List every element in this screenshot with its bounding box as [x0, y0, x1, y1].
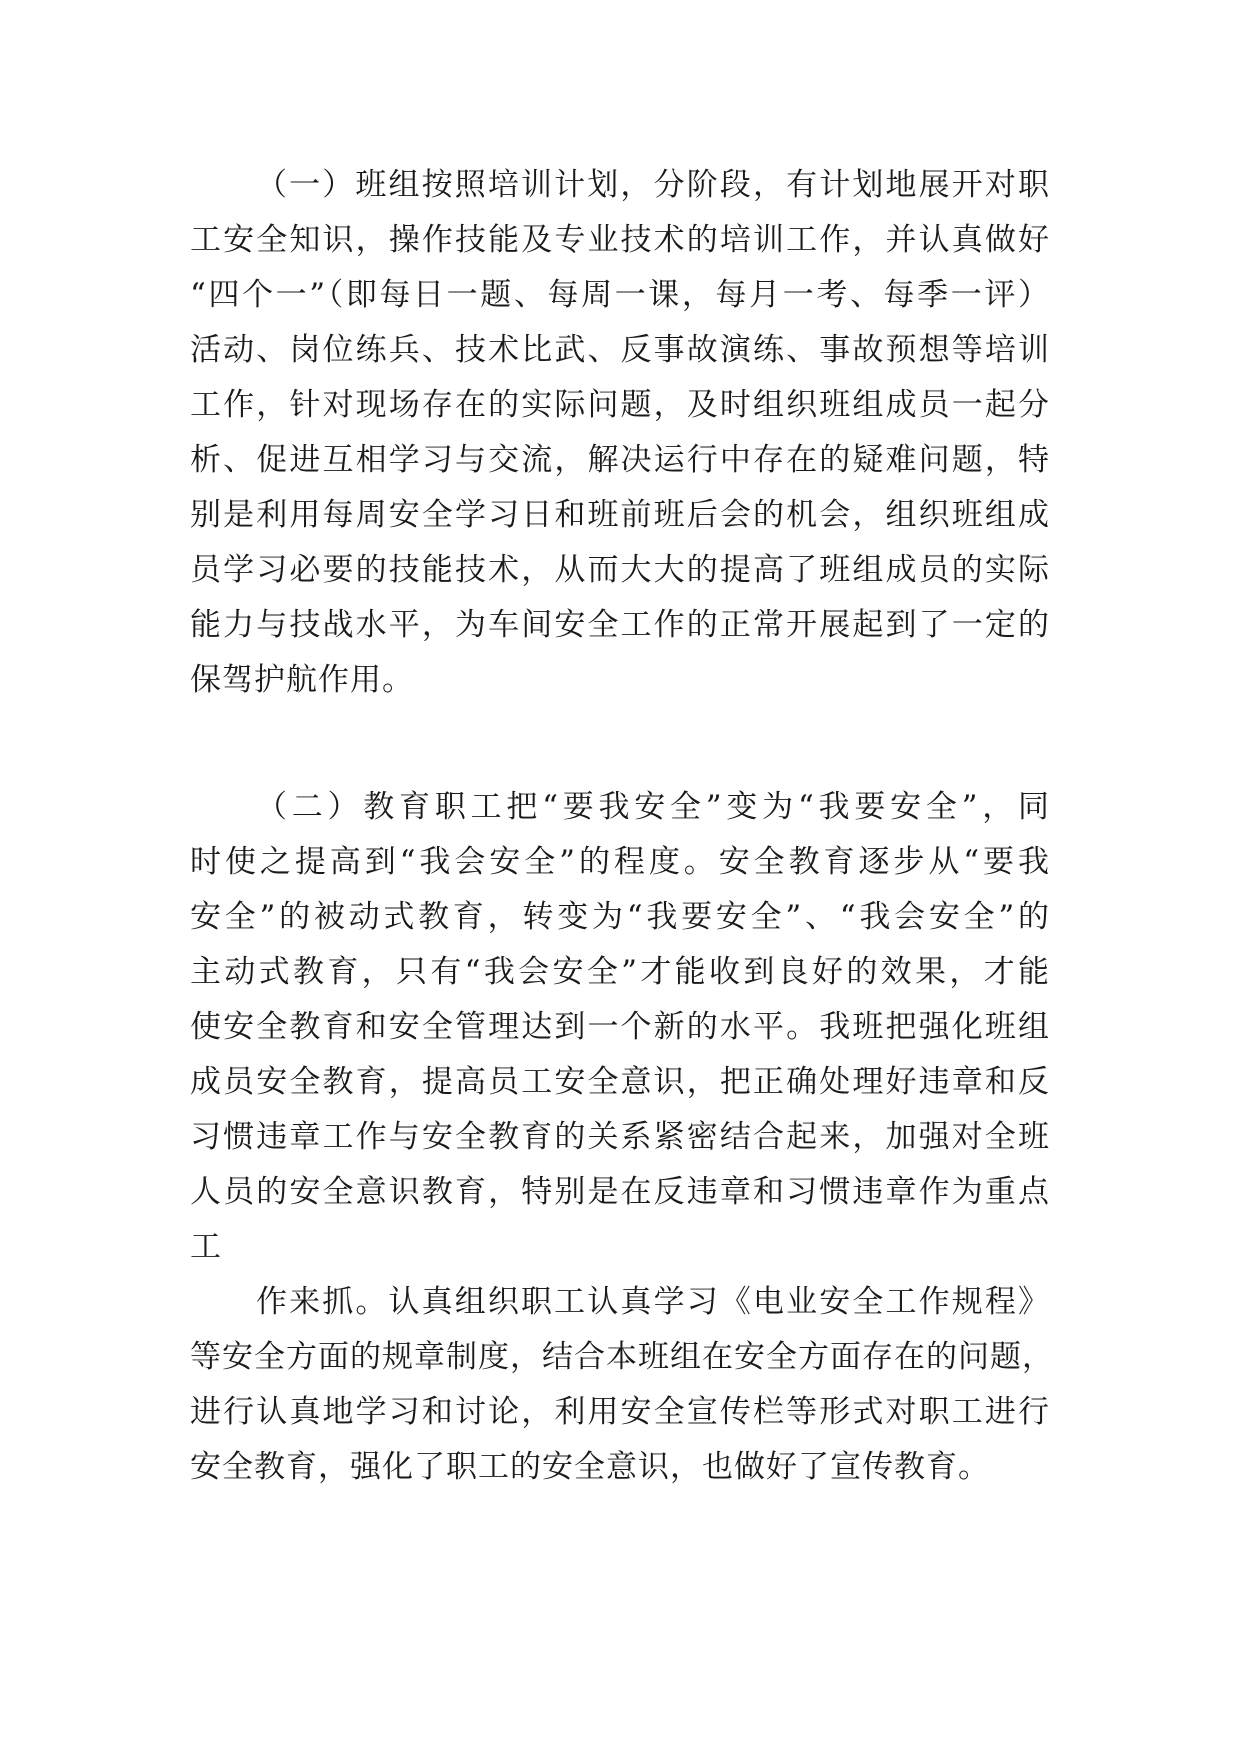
text-line: 人员的安全意识教育，特别是在反违章和习惯违章作为重点 — [190, 1174, 1050, 1210]
text-line: 别是利用每周安全学习日和班前班后会的机会，组织班组成 — [190, 497, 1050, 533]
text-line: 工安全知识，操作技能及专业技术的培训工作，并认真做好 — [190, 222, 1050, 258]
text-line: 使安全教育和安全管理达到一个新的水平。我班把强化班组 — [190, 1009, 1050, 1045]
text-line: 成员安全教育，提高员工安全意识，把正确处理好违章和反 — [190, 1064, 1050, 1100]
text-line: “四个一”（即每日一题、每周一课，每月一考、每季一评） — [190, 277, 1050, 313]
text-line: 能力与技战水平，为车间安全工作的正常开展起到了一定的 — [190, 607, 1050, 643]
text-line: 工作，针对现场存在的实际问题，及时组织班组成员一起分 — [190, 387, 1050, 423]
text-line: （二）教育职工把“要我安全”变为“我要安全”，同 — [256, 789, 1050, 825]
text-line: 员学习必要的技能技术，从而大大的提高了班组成员的实际 — [190, 552, 1050, 588]
text-line: 析、促进互相学习与交流，解决运行中存在的疑难问题，特 — [190, 442, 1050, 478]
text-line: 作来抓。认真组织职工认真学习《电业安全工作规程》 — [256, 1284, 1050, 1320]
text-line: 进行认真地学习和讨论，利用安全宣传栏等形式对职工进行 — [190, 1394, 1050, 1430]
text-line: 时使之提高到“我会安全”的程度。安全教育逐步从“要我 — [190, 844, 1050, 880]
text-line: 安全教育，强化了职工的安全意识，也做好了宣传教育。 — [190, 1449, 990, 1485]
text-line: 主动式教育，只有“我会安全”才能收到良好的效果，才能 — [190, 954, 1050, 990]
text-line: （一）班组按照培训计划，分阶段，有计划地展开对职 — [256, 167, 1050, 203]
text-line: 工 — [190, 1229, 222, 1265]
text-line: 等安全方面的规章制度，结合本班组在安全方面存在的问题， — [190, 1339, 1054, 1375]
text-line: 保驾护航作用。 — [190, 662, 414, 698]
text-line: 习惯违章工作与安全教育的关系紧密结合起来，加强对全班 — [190, 1119, 1050, 1155]
text-line: 安全”的被动式教育，转变为“我要安全”、“我会安全”的 — [190, 899, 1050, 935]
text-line: 活动、岗位练兵、技术比武、反事故演练、事故预想等培训 — [190, 332, 1050, 368]
